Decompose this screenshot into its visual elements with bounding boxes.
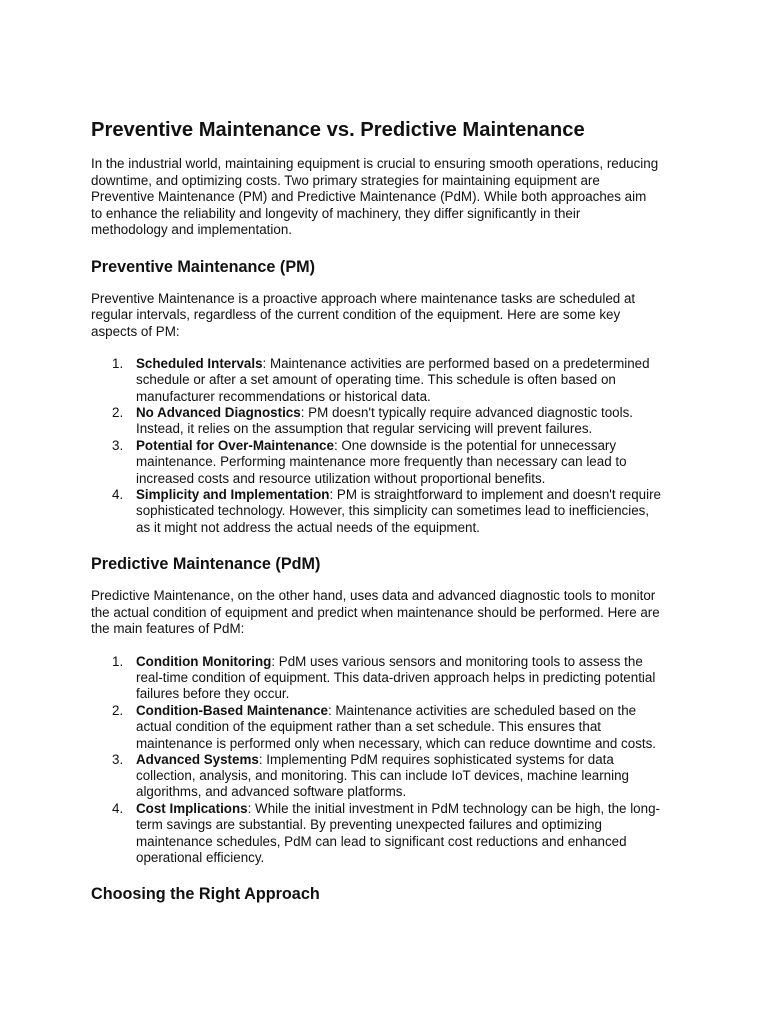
list-item-line: actual condition of the equipment rather than a set schedule. This ensures that xyxy=(136,719,601,734)
list-item-line: as it might not address the actual needs of the equipment. xyxy=(136,520,480,535)
pm-heading: Preventive Maintenance (PM) xyxy=(91,258,315,276)
list-item-term: Potential for Over-Maintenance xyxy=(136,438,334,453)
list-item-term: Advanced Systems xyxy=(136,752,259,767)
list-item-text: : PM is straightforward to implement and doesn't require xyxy=(329,487,661,502)
list-item-line: Instead, it relies on the assumption that regular servicing will prevent failures. xyxy=(136,421,593,436)
intro-line: downtime, and optimizing costs. Two primary strategies for maintaining equipment are xyxy=(91,173,600,188)
pdm-heading: Predictive Maintenance (PdM) xyxy=(91,555,321,573)
list-number: 1. xyxy=(112,654,124,669)
list-item-term: Simplicity and Implementation xyxy=(136,487,330,502)
choosing-heading: Choosing the Right Approach xyxy=(91,885,320,903)
intro-line: In the industrial world, maintaining equipment is crucial to ensuring smooth operations, reducing xyxy=(91,156,659,171)
list-number: 1. xyxy=(112,356,124,371)
list-item-text: : One downside is the potential for unnecessary xyxy=(333,438,617,453)
list-item-text: : PM doesn't typically require advanced diagnostic tools. xyxy=(300,405,633,420)
pm-intro-line: Preventive Maintenance is a proactive approach where maintenance tasks are scheduled at xyxy=(91,291,636,306)
list-item-text: : PdM uses various sensors and monitoring tools to assess the xyxy=(271,654,643,669)
list-item-line: algorithms, and advanced software platforms. xyxy=(136,784,407,799)
list-item-line: schedule or after a set amount of operating time. This schedule is often based on xyxy=(136,372,616,387)
list-item-text: : While the initial investment in PdM technology can be high, the long- xyxy=(247,801,660,816)
list-item-term: Condition-Based Maintenance xyxy=(136,703,328,718)
list-item-line: maintenance is performed only when necessary, which can reduce downtime and costs. xyxy=(136,736,657,751)
list-item-first-line xyxy=(136,356,650,372)
list-item-line: maintenance. Performing maintenance more frequently than necessary can lead to xyxy=(136,454,627,469)
list-item-first-line xyxy=(136,752,614,768)
list-item-term: Scheduled Intervals xyxy=(136,356,263,371)
intro-line: methodology and implementation. xyxy=(91,222,292,237)
list-item-line: failures before they occur. xyxy=(136,686,290,701)
list-item-term: Condition Monitoring xyxy=(136,654,272,669)
list-item-first-line xyxy=(136,801,660,817)
list-number: 3. xyxy=(112,438,124,453)
list-number: 2. xyxy=(112,703,124,718)
list-item-text: : Maintenance activities are scheduled based on the xyxy=(327,703,637,718)
list-item-line: maintenance schedules, PdM can lead to significant cost reductions and enhanced xyxy=(136,834,627,849)
list-item-line: sophisticated technology. However, this simplicity can sometimes lead to inefficiencies, xyxy=(136,503,650,518)
list-item-line: term savings are substantial. By preventing unexpected failures and optimizing xyxy=(136,817,602,832)
pdm-intro-line: the main features of PdM: xyxy=(91,621,245,636)
list-item-line: collection, analysis, and monitoring. This can include IoT devices, machine learning xyxy=(136,768,629,783)
list-number: 2. xyxy=(112,405,124,420)
list-item-term: No Advanced Diagnostics xyxy=(136,405,301,420)
list-item-line: increased costs and resource utilization without proportional benefits. xyxy=(136,471,546,486)
list-item-text: : Implementing PdM requires sophisticated systems for data xyxy=(258,752,614,767)
pm-intro-line: aspects of PM: xyxy=(91,324,180,339)
list-number: 4. xyxy=(112,487,124,502)
list-item-first-line xyxy=(136,487,661,503)
intro-line: to enhance the reliability and longevity of machinery, they differ significantly in their xyxy=(91,206,581,221)
list-item-text: : Maintenance activities are performed based on a predetermined xyxy=(262,356,650,371)
list-item-term: Cost Implications xyxy=(136,801,248,816)
pm-intro-line: regular intervals, regardless of the current condition of the equipment. Here are some key xyxy=(91,307,621,322)
list-item-first-line xyxy=(136,405,633,421)
list-item-line: real-time condition of equipment. This data-driven approach helps in predicting potential xyxy=(136,670,656,685)
list-item-line: manufacturer recommendations or historical data. xyxy=(136,389,431,404)
list-item-first-line xyxy=(136,703,636,719)
page-title: Preventive Maintenance vs. Predictive Maintenance xyxy=(91,119,585,141)
list-number: 3. xyxy=(112,752,124,767)
pdm-intro-line: the actual condition of equipment and predict when maintenance should be performed. Here are xyxy=(91,605,660,620)
list-number: 4. xyxy=(112,801,124,816)
list-item-line: operational efficiency. xyxy=(136,850,265,865)
pdm-intro-line: Predictive Maintenance, on the other hand, uses data and advanced diagnostic tools to monitor xyxy=(91,588,656,603)
intro-line: Preventive Maintenance (PM) and Predictive Maintenance (PdM). While both approaches aim xyxy=(91,189,647,204)
list-item-first-line xyxy=(136,654,643,670)
list-item-first-line xyxy=(136,438,616,454)
